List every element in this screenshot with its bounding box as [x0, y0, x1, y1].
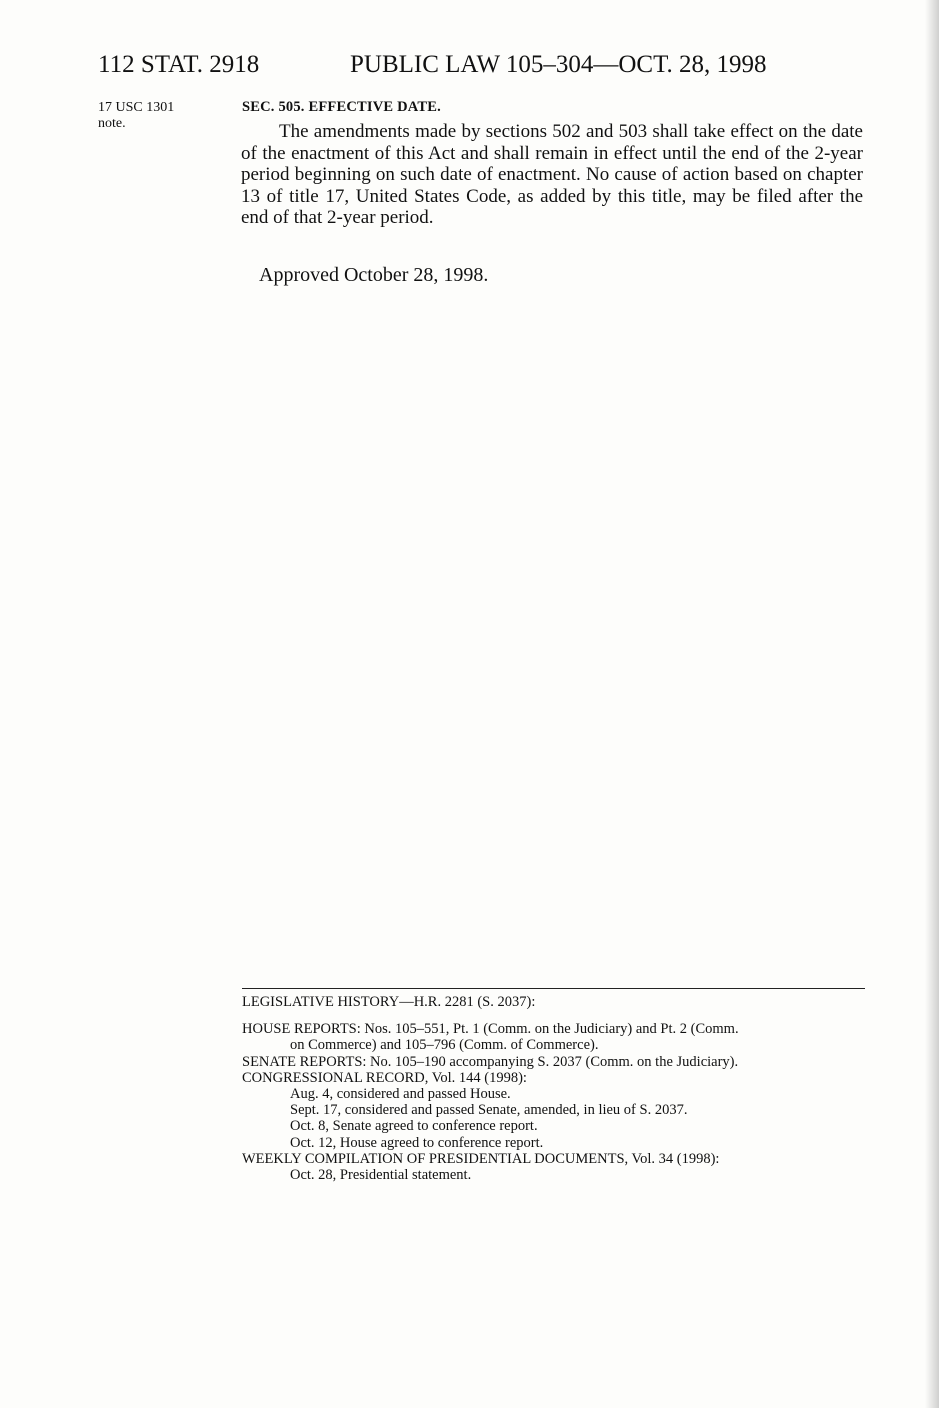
history-divider: [242, 988, 865, 989]
section-body: The amendments made by sections 502 and 503 shall take effect on the date of the enactment of this Act and shall remain in effect until the end of the 2-year period beginning on such date of enactment. No cause of action based on chapter 13 of title 17, United States Code, as added by this title, may be filed after the end of that 2-year period.: [241, 121, 863, 229]
house-reports-continued: on Commerce) and 105–796 (Comm. of Commerce).: [290, 1037, 599, 1054]
house-reports: HOUSE REPORTS: Nos. 105–551, Pt. 1 (Comm. on the Judiciary) and Pt. 2 (Comm.: [242, 1021, 739, 1038]
margin-note-citation: 17 USC 1301: [98, 100, 175, 115]
page-edge-shadow: [925, 0, 939, 1408]
congressional-record: CONGRESSIONAL RECORD, Vol. 144 (1998):: [242, 1069, 527, 1086]
statute-page-reference: 112 STAT. 2918: [98, 51, 260, 78]
margin-note: [98, 100, 218, 132]
approval-date: Approved October 28, 1998.: [259, 264, 489, 286]
senate-reports: SENATE REPORTS: No. 105–190 accompanying S. 2037 (Comm. on the Judiciary).: [242, 1053, 739, 1070]
record-item: Sept. 17, considered and passed Senate, amended, in lieu of S. 2037.: [290, 1102, 688, 1119]
record-item: Oct. 12, House agreed to conference report.: [290, 1134, 544, 1151]
weekly-item: Oct. 28, Presidential statement.: [290, 1167, 472, 1184]
record-item: Aug. 4, considered and passed House.: [290, 1086, 511, 1103]
history-title: LEGISLATIVE HISTORY—H.R. 2281 (S. 2037):: [242, 994, 536, 1010]
record-item: Oct. 8, Senate agreed to conference report.: [290, 1118, 538, 1135]
legislative-history: [242, 988, 865, 1183]
public-law-title: PUBLIC LAW 105–304—OCT. 28, 1998: [350, 51, 767, 78]
margin-note-label: note.: [98, 116, 126, 131]
weekly-compilation: WEEKLY COMPILATION OF PRESIDENTIAL DOCUMENTS, Vol. 34 (1998):: [242, 1150, 720, 1167]
section-heading: SEC. 505. EFFECTIVE DATE.: [242, 99, 441, 115]
